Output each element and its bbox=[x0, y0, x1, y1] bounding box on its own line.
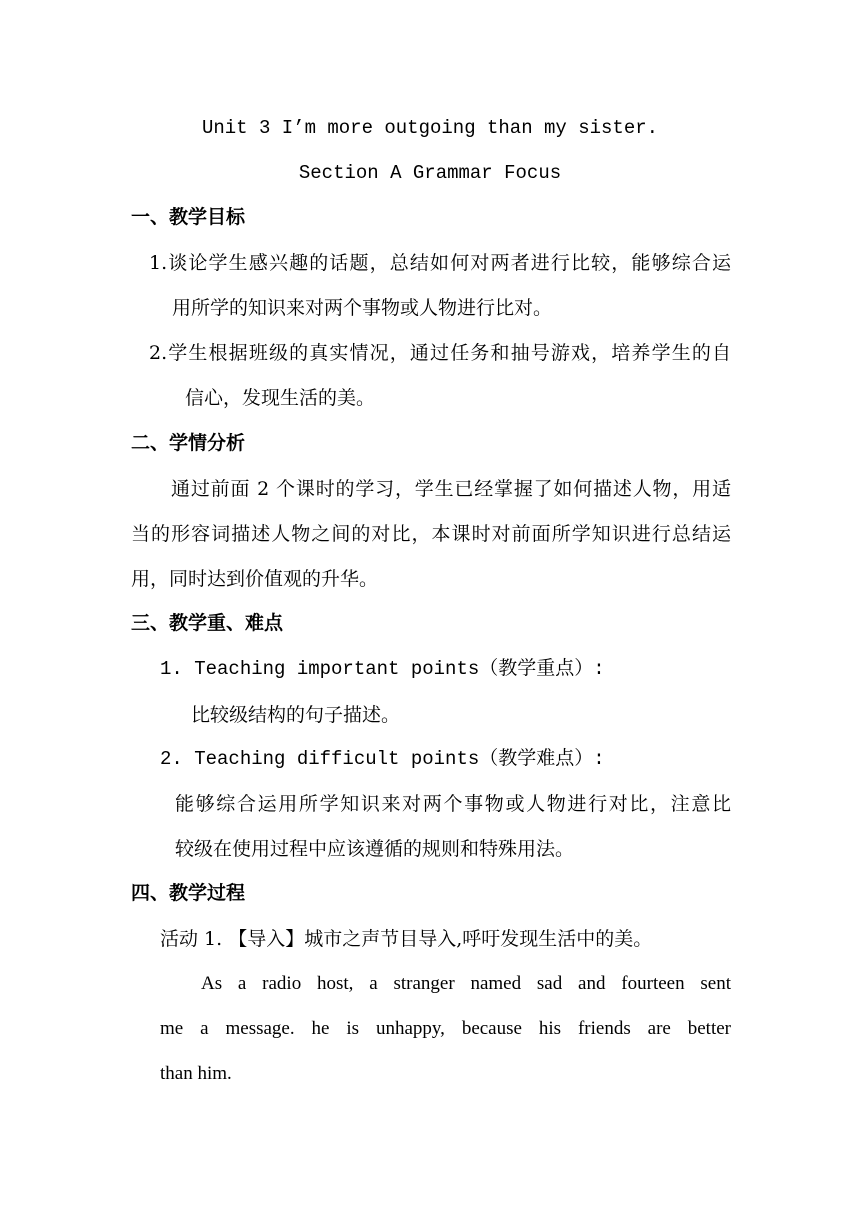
process-paragraph-line-2: me a message. he is unhappy, because his friends are better bbox=[160, 1018, 731, 1039]
section-heading-goals: 一、教学目标 bbox=[131, 206, 246, 228]
goal-item-2-line-2: 信心，发现生活的美。 bbox=[185, 387, 376, 409]
difficult-points-line-1: 能够综合运用所学知识来对两个事物或人物进行对比，注意比 bbox=[175, 793, 731, 815]
section-heading-key-points: 三、教学重、难点 bbox=[131, 612, 284, 634]
process-paragraph-line-1: As a radio host, a stranger named sad and fourteen sent bbox=[201, 973, 731, 994]
important-points-text: 比较级结构的句子描述。 bbox=[191, 704, 401, 726]
section-heading-analysis: 二、学情分析 bbox=[131, 432, 246, 454]
analysis-line-1: 通过前面 2 个课时的学习，学生已经掌握了如何描述人物，用适 bbox=[171, 478, 731, 500]
difficult-points-label: 2. Teaching difficult points（教学难点）: bbox=[160, 748, 605, 770]
goal-item-1-line-1: 1.谈论学生感兴趣的话题，总结如何对两者进行比较，能够综合运 bbox=[149, 252, 731, 274]
title-line-1: Unit 3 I’m more outgoing than my sister. bbox=[201, 117, 659, 139]
activity-1-text: 活动 1. 【导入】城市之声节目导入,呼吁发现生活中的美。 bbox=[160, 928, 653, 950]
goal-item-2-line-1: 2.学生根据班级的真实情况，通过任务和抽号游戏，培养学生的自 bbox=[149, 342, 731, 364]
goal-item-1-line-2: 用所学的知识来对两个事物或人物进行比对。 bbox=[172, 297, 553, 319]
difficult-points-line-2: 较级在使用过程中应该遵循的规则和特殊用法。 bbox=[175, 838, 575, 860]
section-heading-process: 四、教学过程 bbox=[131, 882, 246, 904]
process-paragraph-line-3: than him. bbox=[160, 1063, 232, 1084]
analysis-line-2: 当的形容词描述人物之间的对比，本课时对前面所学知识进行总结运 bbox=[131, 523, 731, 545]
important-points-label: 1. Teaching important points（教学重点）: bbox=[160, 658, 605, 680]
analysis-line-3: 用，同时达到价值观的升华。 bbox=[131, 568, 379, 590]
title-line-2: Section A Grammar Focus bbox=[298, 162, 562, 184]
